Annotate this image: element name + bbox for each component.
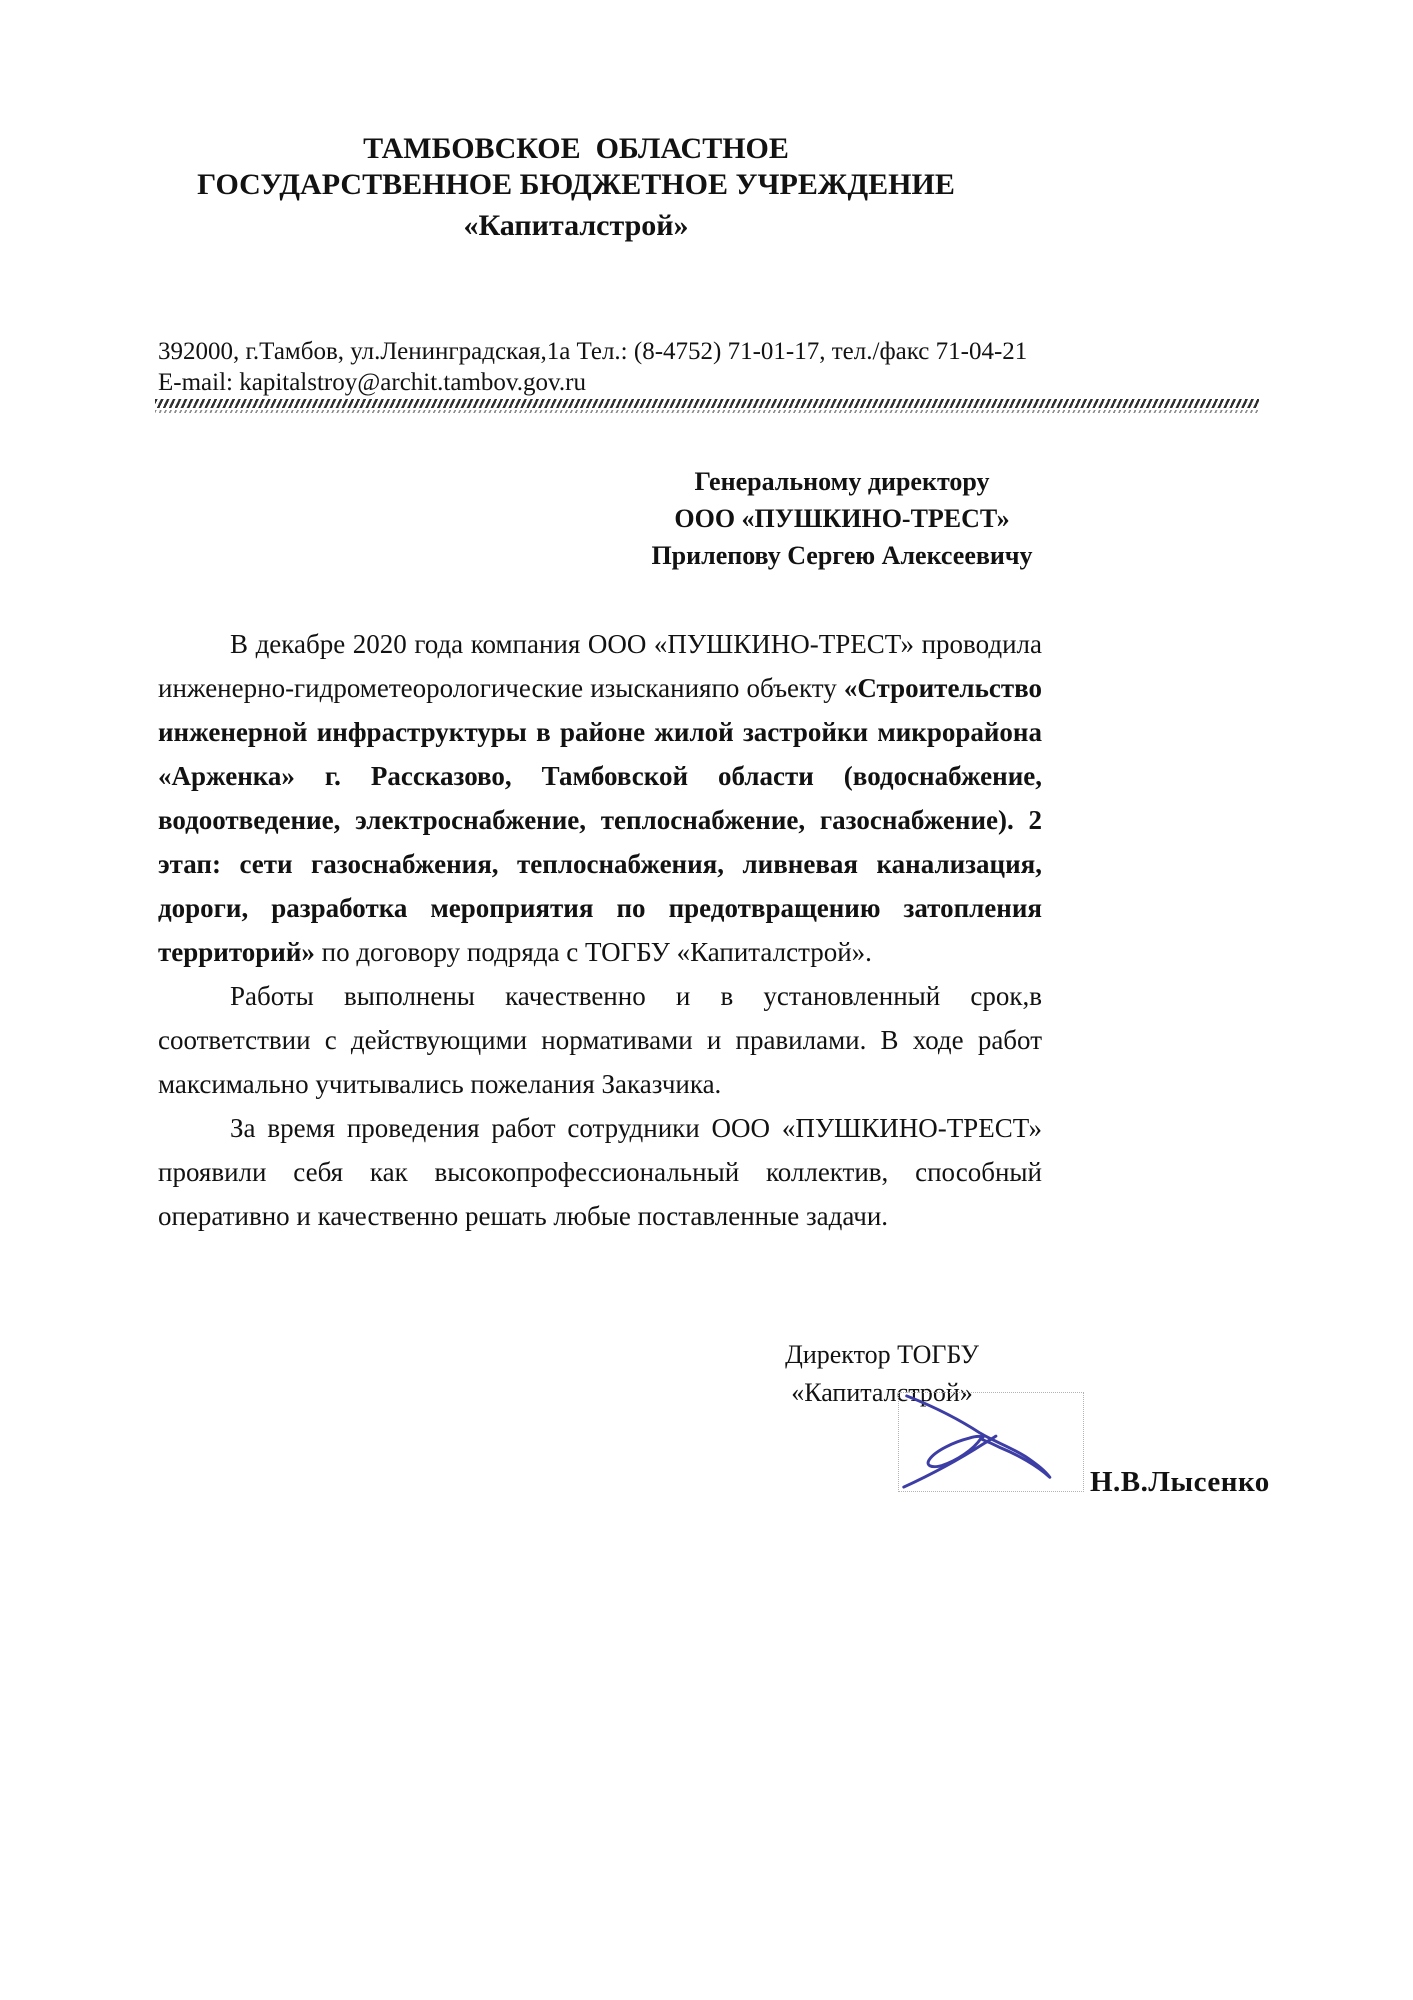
- contact-block: [158, 336, 1158, 398]
- letterhead: [0, 131, 1152, 244]
- recipient-position: Генеральному директору: [694, 467, 990, 496]
- signer-name: Н.В.Лысенко: [1090, 1466, 1270, 1498]
- hatched-separator-main: [155, 399, 1259, 408]
- paragraph-segment: За время проведения работ сотрудники ООО «ПУШКИНО-ТРЕСТ» проявили себя как высокопрофессиональный коллектив, способный оперативно и качественно решать любые поставленные задачи.: [158, 1113, 1042, 1231]
- org-short-name: «Капиталстрой»: [463, 209, 689, 242]
- body-paragraph: [158, 974, 1042, 1106]
- paragraph-segment: Работы выполнены качественно и в установленный срок,в соответствии с действующими нормативами и правилами. В ходе работ максимально учитывались пожелания Заказчика.: [158, 981, 1042, 1099]
- recipient-company: ООО «ПУШКИНО-ТРЕСТ»: [674, 504, 1010, 533]
- signature-image: [898, 1392, 1084, 1492]
- paragraph-segment: по договору подряда с ТОГБУ «Капиталстрой».: [314, 937, 872, 967]
- signer-title-line2: «Капиталстрой»: [791, 1378, 973, 1407]
- recipient-person: Прилепову Сергею Алексеевичу: [651, 541, 1033, 570]
- signature-ink-icon: [899, 1393, 1083, 1491]
- hatched-separator-shadow: [155, 410, 1259, 413]
- body-paragraph: [158, 1106, 1042, 1238]
- address-phone-line: 392000, г.Тамбов, ул.Ленинградская,1а Тел.: (8-4752) 71-01-17, тел./факс 71-04-21: [158, 338, 1028, 365]
- org-name-line1: ТАМБОВСКОЕ ОБЛАСТНОЕ: [363, 132, 789, 165]
- org-name-line2: ГОСУДАРСТВЕННОЕ БЮДЖЕТНОЕ УЧРЕЖДЕНИЕ: [197, 168, 955, 201]
- hatched-separator: [155, 399, 1259, 413]
- body-paragraph: [158, 622, 1042, 974]
- letter-body: [158, 622, 1042, 1238]
- paragraph-segment: В декабре 2020 года компания ООО «ПУШКИНО-ТРЕСТ» проводила инженерно-гидрометеорологические изысканияпо объекту: [158, 629, 1042, 703]
- email-line: E-mail: kapitalstroy@archit.tambov.gov.ru: [158, 369, 587, 396]
- signer-title-line1: Директор ТОГБУ: [785, 1340, 979, 1369]
- recipient-block: [622, 463, 1062, 574]
- paragraph-segment-bold: «Строительство инженерной инфраструктуры в районе жилой застройки микрорайона «Арженка» г. Рассказово, Тамбовской области (водоснабжение, водоотведение, электроснабжение, теплоснабжение, газоснабжение). 2 этап: сети газоснабжения, теплоснабжения, ливневая канализация, дороги, разработка мероприятия по предотвращению затопления территорий»: [158, 673, 1042, 967]
